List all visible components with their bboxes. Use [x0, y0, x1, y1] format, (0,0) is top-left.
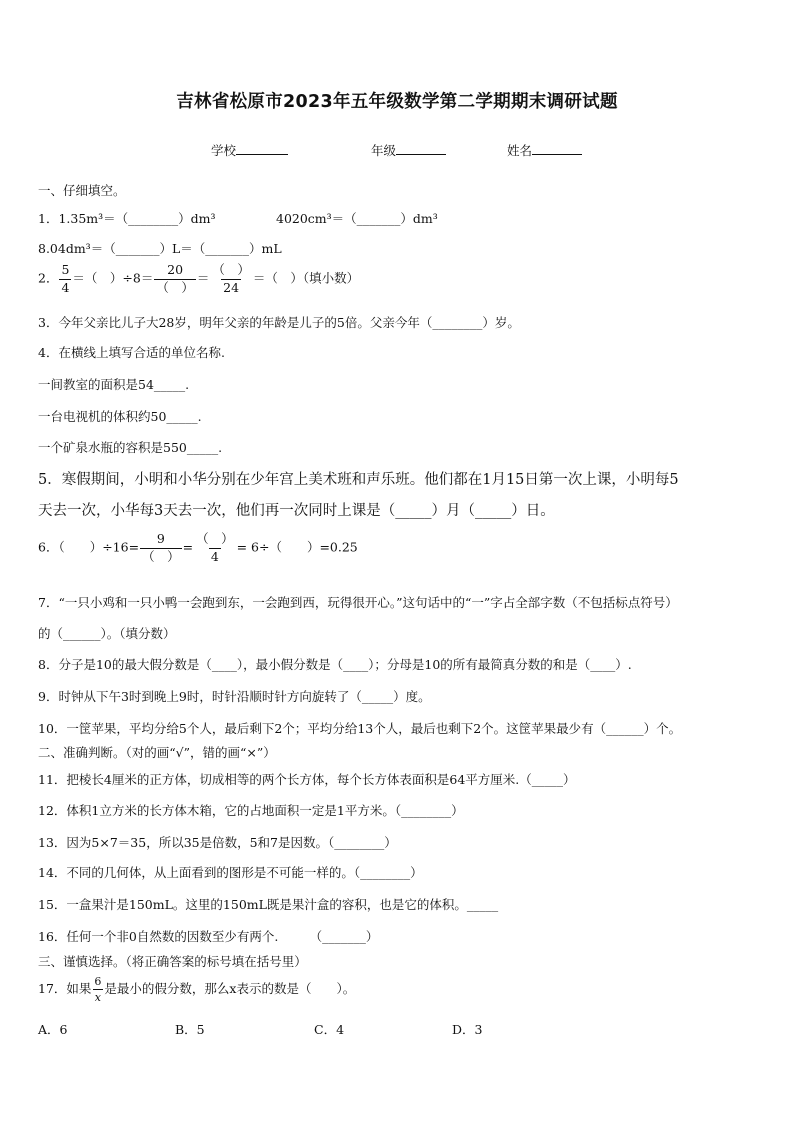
question-13: 13．因为5×7＝35，所以35是倍数，5和7是因数。（________） [38, 835, 397, 850]
question-15: 15．一盒果汁是150mL。这里的150mL既是果汁盒的容积，也是它的体积。_____ [38, 897, 499, 912]
question-4b: 一台电视机的体积约50_____. [38, 409, 202, 424]
name-label: 姓名 [507, 143, 533, 158]
grade-field [371, 141, 446, 159]
question-8: 8．分子是10的最大假分数是（____），最小假分数是（____）；分母是10的所有最简真分数的和是（____）. [38, 657, 632, 672]
fraction-denominator: （ ） [142, 548, 180, 564]
question-14: 14．不同的几何体，从上面看到的图形是不可能一样的。（________） [38, 865, 423, 880]
name-field [507, 141, 582, 159]
question-1c: 8.04dm³＝（_______）L＝（_______）mL [38, 241, 282, 256]
fraction-blank-4 [194, 533, 236, 563]
question-6 [38, 533, 358, 563]
fraction-numerator: 9 [156, 531, 165, 546]
equals-sign: ＝ [196, 270, 210, 286]
school-field [211, 141, 288, 159]
name-blank [532, 142, 582, 155]
section-heading-fill: 一、仔细填空。 [38, 183, 126, 198]
question-2-part2: ＝（ ）（填小数） [252, 270, 360, 286]
fraction-denominator: x [94, 991, 102, 1004]
option-d: D．3 [452, 1022, 483, 1037]
question-2-prefix: 2． [38, 270, 59, 286]
question-5-line2: 天去一次，小华每3天去一次，他们再一次同时上课是（_____）月（_____）日。 [38, 503, 555, 519]
fraction-numerator: 20 [167, 262, 184, 277]
question-9: 9．时钟从下午3时到晚上9时，时针沿顺时针方向旋转了（_____）度。 [38, 689, 431, 704]
fraction-blank-24 [210, 264, 252, 294]
fraction-6-x [92, 976, 103, 1003]
question-11: 11．把棱长4厘米的正方体，切成相等的两个长方体，每个长方体表面积是64平方厘米.（_____） [38, 772, 576, 787]
fraction-denominator: 24 [223, 279, 240, 295]
question-6-part1: 6．（ ）÷16= [38, 539, 140, 555]
fraction-9-blank [140, 533, 182, 563]
equals-sign: = [182, 539, 194, 555]
fraction-numerator: （ ） [212, 262, 250, 277]
option-c: C．4 [314, 1022, 345, 1037]
fraction-5-4 [59, 264, 71, 294]
school-label: 学校 [211, 143, 237, 158]
fraction-denominator: 4 [210, 548, 219, 564]
question-1b: 4020cm³＝（_______）dm³ [276, 211, 438, 226]
question-17 [38, 976, 355, 1003]
fraction-20-blank [154, 264, 196, 294]
question-4a: 一间教室的面积是54_____. [38, 377, 190, 392]
question-12: 12．体积1立方米的长方体木箱，它的占地面积一定是1平方米。（________） [38, 803, 464, 818]
question-3: 3．今年父亲比儿子大28岁，明年父亲的年龄是儿子的5倍。父亲今年（________）岁。 [38, 315, 520, 330]
question-16: 16．任何一个非0自然数的因数至少有两个. （_______） [38, 929, 379, 944]
fraction-denominator: （ ） [156, 279, 194, 295]
section-heading-judge: 二、准确判断。（对的画“√”，错的画“×”） [38, 745, 276, 760]
fraction-numerator: （ ） [196, 531, 234, 546]
fraction-denominator: 4 [61, 279, 70, 295]
school-blank [236, 142, 288, 155]
fraction-numerator: 5 [61, 262, 70, 277]
section-heading-choice: 三、谨慎选择。（将正确答案的标号填在括号里） [38, 954, 307, 969]
question-17-suffix: 是最小的假分数，那么x表示的数是（ ）。 [104, 981, 356, 996]
grade-blank [396, 142, 446, 155]
page-title: 吉林省松原市2023年五年级数学第二学期期末调研试题 [176, 92, 618, 112]
grade-label: 年级 [371, 143, 397, 158]
question-2 [38, 264, 359, 294]
question-7-line2: 的（______）。（填分数） [38, 626, 176, 641]
option-b: B．5 [175, 1022, 205, 1037]
question-6-part2: = 6÷（ ）=0.25 [236, 539, 358, 555]
question-17-prefix: 17．如果 [38, 981, 92, 996]
question-5-line1: 5．寒假期间，小明和小华分别在少年宫上美术班和声乐班。他们都在1月15日第一次上课，小明每5 [38, 472, 679, 488]
question-2-part1: ＝（ ）÷8＝ [72, 270, 154, 286]
fraction-numerator: 6 [94, 975, 102, 988]
option-a: A．6 [38, 1022, 68, 1037]
question-7-line1: 7．“一只小鸡和一只小鸭一会跑到东，一会跑到西，玩得很开心。”这句话中的“一”字占全部字数（不包括标点符号） [38, 595, 678, 610]
question-4c: 一个矿泉水瓶的容积是550_____. [38, 440, 223, 455]
question-1a: 1．1.35m³＝（________）dm³ [38, 211, 216, 226]
question-10: 10．一筐苹果，平均分给5个人，最后剩下2个；平均分给13个人，最后也剩下2个。这筐苹果最少有（______）个。 [38, 721, 682, 736]
question-4-head: 4．在横线上填写合适的单位名称. [38, 345, 225, 360]
